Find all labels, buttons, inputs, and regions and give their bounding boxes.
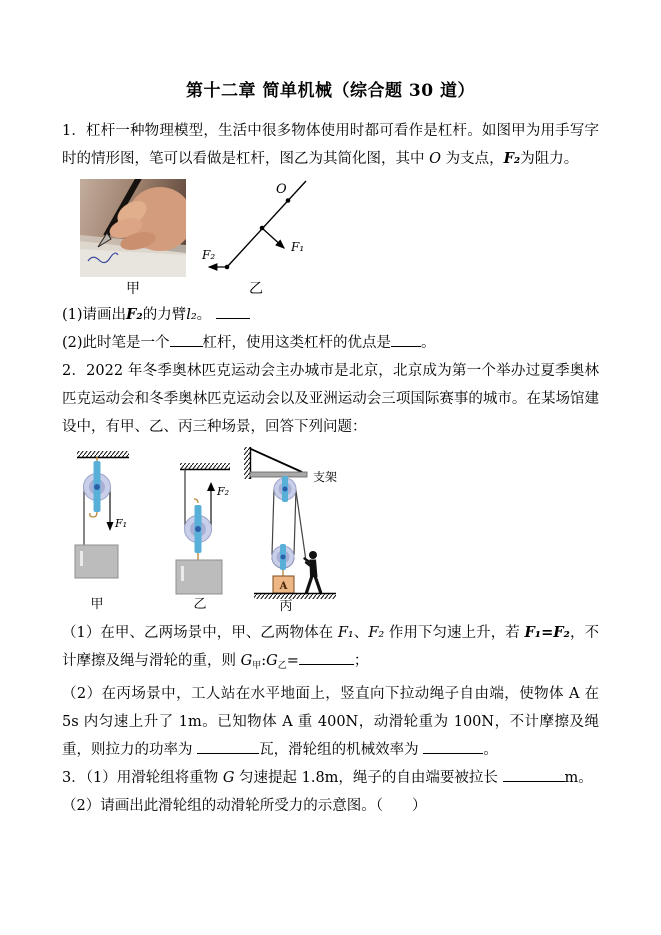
weight-symbol: G	[240, 653, 253, 669]
force-symbol-f2: F₂	[368, 625, 385, 641]
answer-blank[interactable]	[216, 303, 250, 319]
q2-part1-text: ，不计摩擦及绳与滑轮的重，则	[62, 625, 600, 669]
subscript-jia: 甲	[252, 661, 262, 671]
f1-label: F₁	[291, 240, 305, 254]
block-a-label: A	[279, 581, 288, 592]
answer-blank[interactable]	[423, 738, 483, 754]
wall-hatch	[244, 447, 250, 479]
q2-part2-text: 瓦，滑轮组的机械效率为	[259, 742, 424, 758]
bracket-bar	[250, 472, 307, 477]
q1-intro-text: 为支点，	[441, 151, 504, 167]
q3-part1	[62, 764, 599, 792]
axle	[283, 487, 288, 492]
weight-symbol: G	[266, 653, 278, 669]
lever-bar	[227, 181, 306, 267]
scene-label: 丙	[279, 599, 293, 613]
force-equation: F₁=F₂	[524, 624, 570, 641]
f2-label: F₂	[217, 485, 230, 498]
ceiling-hatch	[180, 463, 230, 469]
f2-arrowhead	[207, 482, 215, 491]
weight-symbol: G	[222, 770, 235, 786]
f1-arrow	[262, 228, 284, 248]
q2-part1-text: :	[261, 653, 267, 669]
bracket-label: 支架	[313, 470, 338, 484]
axle	[195, 526, 201, 532]
q1-intro-text: 为阻力。	[520, 151, 579, 167]
hand-writing-photo	[80, 179, 186, 277]
q2-part1-text: 、	[353, 625, 369, 641]
q1-part2-text: 杠杆，使用这类杠杆的优点是	[202, 335, 392, 351]
q1-part2	[62, 329, 599, 357]
hook	[90, 512, 97, 517]
axle	[94, 484, 100, 490]
q1-photo-column	[80, 179, 186, 299]
fixed-pulley-scene	[75, 451, 129, 612]
page-title: 第十二章 简单机械（综合题 30 道）	[186, 81, 475, 101]
axle	[281, 555, 286, 560]
scene-label: 甲	[90, 597, 104, 612]
answer-blank[interactable]	[197, 738, 259, 754]
q3-part1-text: 3．（1）用滑轮组将重物	[62, 770, 223, 786]
f1-arrowhead	[107, 522, 114, 531]
q2-part1-text: 作用下匀速上升，若	[384, 625, 525, 641]
rope	[272, 489, 274, 555]
q2-part1	[62, 619, 599, 680]
force-symbol-f1: F₁	[337, 625, 354, 641]
q1-intro	[62, 117, 599, 173]
answer-blank[interactable]	[503, 766, 565, 782]
q2-part2-text: 。	[483, 742, 498, 758]
fulcrum-point	[286, 198, 291, 203]
worker-silhouette	[305, 551, 321, 593]
q2-part1-text: =	[286, 653, 299, 669]
answer-blank[interactable]	[170, 331, 203, 347]
force-symbol-f2: F₂	[126, 306, 143, 323]
q1-part1-text: 。	[196, 307, 212, 323]
q1-photo-label: 甲	[126, 281, 140, 297]
ground-hatch	[254, 594, 336, 599]
q2-part1-text: （1）在甲、乙两场景中，甲、乙两物体在	[62, 625, 338, 641]
q3-part1-text: m。	[564, 770, 593, 786]
movable-pulley-scene	[176, 463, 230, 612]
ceiling-hatch	[77, 451, 129, 457]
answer-blank[interactable]	[299, 649, 354, 665]
pull-rope	[296, 491, 306, 561]
q2-part2-text: （2）在丙场景中，工人站在水平地面上，竖直向下拉动绳子自由端，使物体 A 在 5s 内匀速上升了 1m。已知物体 A 重 400N，动滑轮重为 100N，不计摩擦及绳重，则拉力的功率为	[62, 686, 599, 758]
pulley-diagram	[72, 445, 344, 613]
f2-label: F₂	[202, 248, 216, 262]
fulcrum-symbol: O	[429, 151, 441, 167]
q2-part1-text: ；	[353, 653, 369, 669]
rope	[294, 489, 296, 555]
q1-intro-text: 1．杠杆一种物理模型，生活中很多物体使用时都可看作是杠杆。如图甲为用手写字时的情形图，笔可以看做是杠杆，图乙为其简化图，其中	[62, 123, 599, 167]
f1-label: F₁	[115, 517, 128, 530]
lever-arm-symbol: l₂	[186, 307, 197, 323]
force-symbol-f2: F₂	[503, 150, 521, 167]
q2-part2	[62, 680, 599, 764]
q1-diagram-label: 乙	[249, 281, 263, 297]
q2-intro: 2．2022 年冬季奥林匹克运动会主办城市是北京，北京成为第一个举办过夏季奥林匹克运动会和冬季奥林匹克运动会以及亚洲运动会三项国际赛事的城市。在某场馆建设中，有甲、乙、丙三种场景，回答下列问题：	[62, 363, 599, 435]
q1-part1	[62, 301, 599, 329]
q2-figure	[72, 445, 599, 617]
scene-label: 乙	[193, 597, 207, 612]
q1-part2-text: (2)此时笔是一个	[62, 335, 170, 351]
fulcrum-label: O	[276, 182, 287, 197]
subscript-yi: 乙	[277, 661, 287, 671]
q3-part1-text: 匀速提起 1.8m，绳子的自由端要被拉长	[234, 770, 503, 786]
q1-diagram-column	[200, 179, 312, 299]
q1-figure	[80, 179, 599, 299]
q1-part1-text: (1)请画出	[62, 307, 127, 323]
hook	[194, 499, 198, 503]
lever-diagram	[200, 179, 312, 277]
q3-part2: （2）请画出此滑轮组的动滑轮所受力的示意图。（ ）	[62, 798, 427, 814]
answer-blank[interactable]	[391, 331, 421, 347]
strut	[251, 449, 302, 472]
pulley-block-scene	[244, 447, 337, 613]
q1-part1-text: 的力臂	[142, 307, 187, 323]
q1-part2-text: 。	[421, 335, 436, 351]
